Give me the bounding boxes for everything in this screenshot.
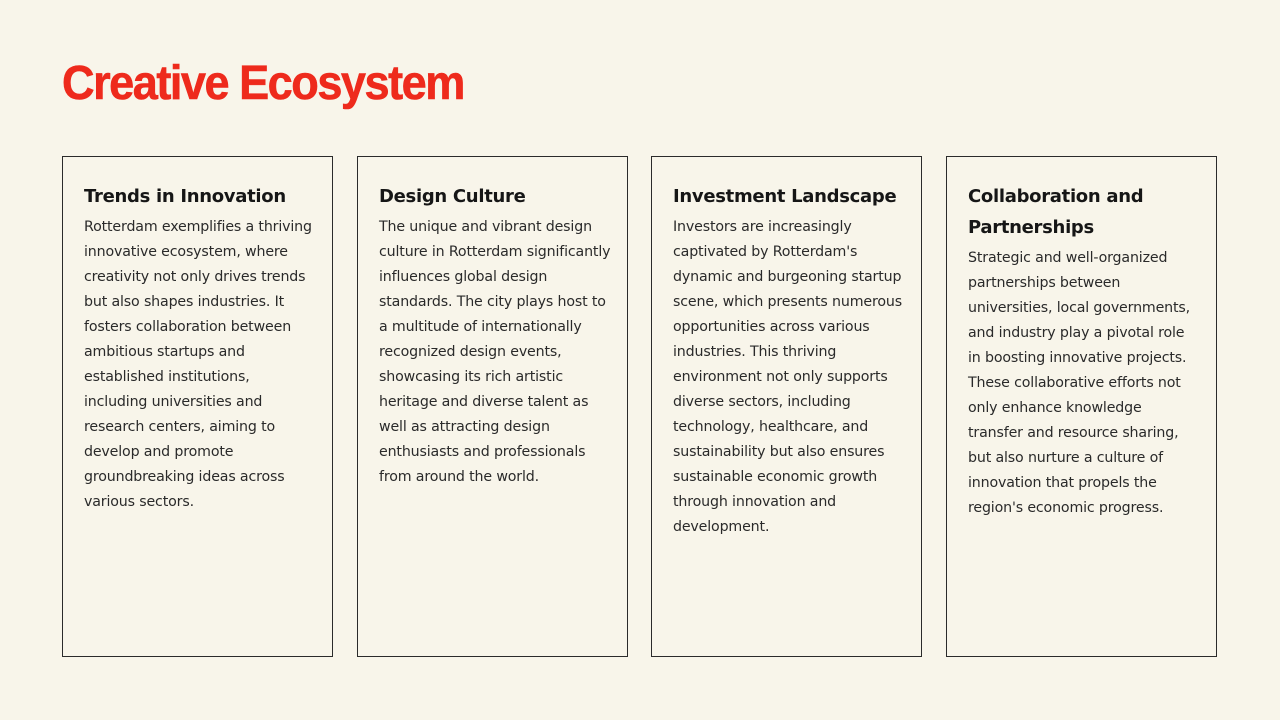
slide-title: Creative Ecosystem [62,57,464,110]
card-title: Collaboration and Partnerships [968,186,1144,238]
card-body: The unique and vibrant design culture in Rotterdam significantly influences global design standards. The city plays host to a multitude of internationally recognized design events, showcasing its rich artistic heritage and diverse talent as well as attracting design enthusiasts and professionals from around the world. [379,219,611,485]
card-design-culture [357,156,628,657]
card-body: Rotterdam exemplifies a thriving innovative ecosystem, where creativity not only drives trends but also shapes industries. It fosters collaboration between ambitious startups and established institutions, including universities and research centers, aiming to develop and promote groundbreaking ideas across various sectors. [84,219,312,510]
card-title: Design Culture [379,186,526,207]
card-title: Investment Landscape [673,186,897,207]
card-collaboration-and-partnerships [946,156,1217,657]
card-body: Investors are increasingly captivated by Rotterdam's dynamic and burgeoning startup scene, which presents numerous opportunities across various industries. This thriving environment not only supports diverse sectors, including technology, healthcare, and sustainability but also ensures sustainable economic growth through innovation and development. [673,219,902,535]
card-title: Trends in Innovation [84,186,286,207]
card-trends-in-innovation [62,156,333,657]
card-investment-landscape [651,156,922,657]
card-body: Strategic and well-organized partnerships between universities, local governments, and industry play a pivotal role in boosting innovative projects. These collaborative efforts not only enhance knowledge transfer and resource sharing, but also nurture a culture of innovation that propels the region's economic progress. [968,250,1191,516]
